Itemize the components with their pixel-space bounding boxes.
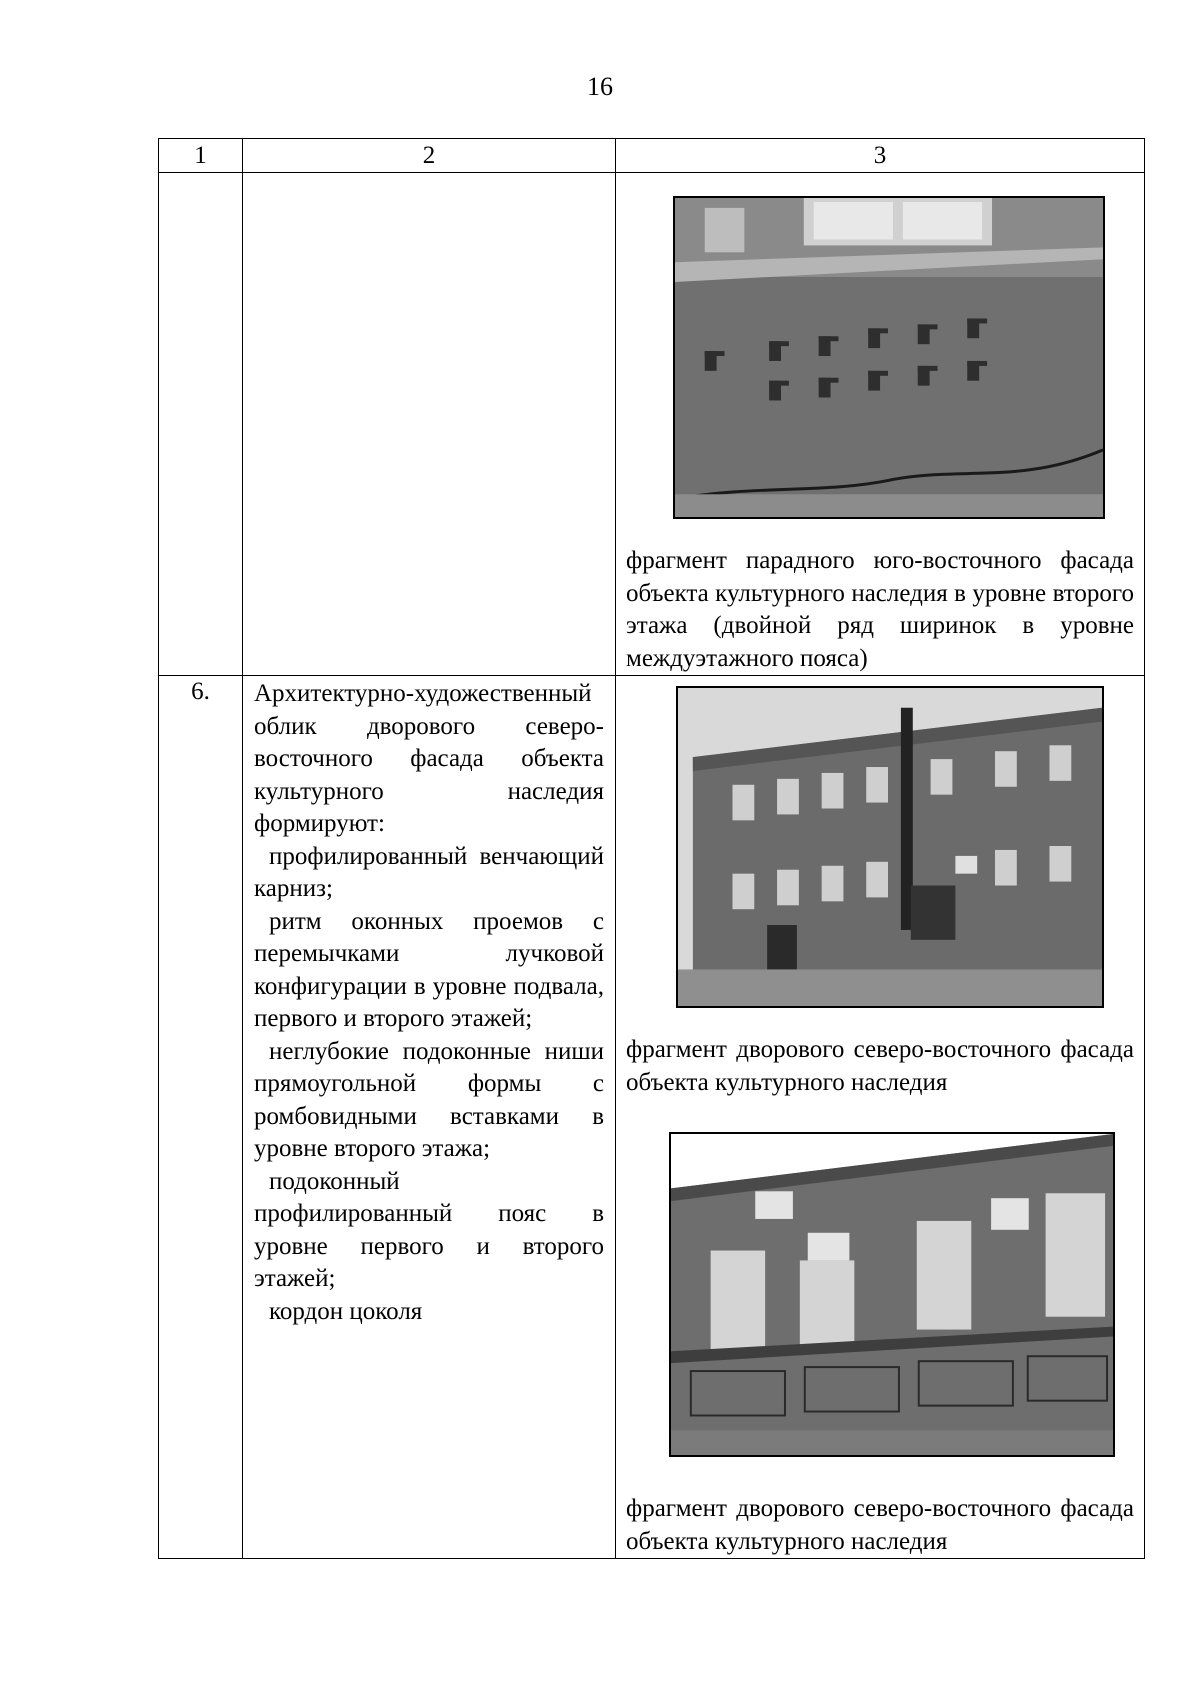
- courtyard-facade-photo-2: [669, 1132, 1115, 1457]
- list-item: подоконный профилированный пояс в уровне первого и второго этажей;: [254, 1167, 604, 1292]
- header-col-3: 3: [616, 139, 1145, 173]
- table-header-row: [159, 139, 1145, 173]
- header-col-1: 1: [159, 139, 243, 173]
- building-courtyard-photo-icon: [678, 688, 1102, 1006]
- facade-photo-southeast: [673, 196, 1105, 519]
- row-continued-photos: [616, 173, 1145, 676]
- row-continued-number: [159, 173, 243, 676]
- building-windows-photo-icon: [671, 1134, 1113, 1455]
- table-row-6: [159, 676, 1145, 1559]
- list-item: профилированный венчающий карниз;: [254, 842, 604, 902]
- row-number: 6.: [159, 676, 243, 1559]
- description-intro: Архитектурно-художественный облик дворового северо-восточного фасада объекта культурного наследия формируют:: [254, 680, 604, 837]
- row-6-photos: [616, 676, 1145, 1559]
- table-row-continued: [159, 173, 1145, 676]
- page-number: 16: [587, 72, 613, 101]
- list-item: ритм оконных проемов с перемычками лучковой конфигурации в уровне подвала, первого и второго этажей;: [254, 907, 604, 1032]
- list-item: кордон цоколя: [269, 1297, 423, 1325]
- header-col-2: 2: [243, 139, 616, 173]
- building-facade-photo-icon: [675, 198, 1103, 517]
- heritage-elements-table: [158, 138, 1145, 1559]
- row-6-description: [243, 676, 616, 1559]
- caption-courtyard-2: фрагмент дворового северо-восточного фасада объекта культурного наследия: [626, 1495, 1134, 1555]
- list-item: неглубокие подоконные ниши прямоугольной формы с ромбовидными вставками в уровне второго этажа;: [254, 1037, 604, 1162]
- caption-facade-southeast: фрагмент парадного юго-восточного фасада объекта культурного наследия в уровне второго этажа (двойной ряд ширинок в уровне междуэтажного пояса): [626, 547, 1134, 672]
- caption-courtyard-1: фрагмент дворового северо-восточного фасада объекта культурного наследия: [626, 1036, 1134, 1096]
- courtyard-facade-photo-1: [676, 686, 1104, 1008]
- row-continued-description: [243, 173, 616, 676]
